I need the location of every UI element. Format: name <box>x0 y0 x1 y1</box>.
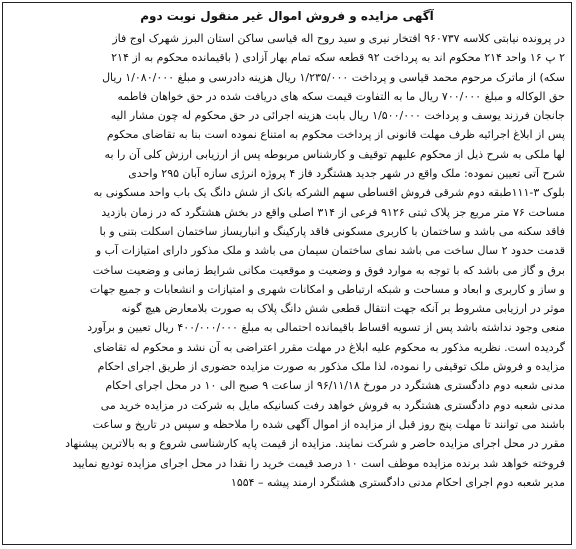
notice-title: آگهی مزایده و فروش اموال غیر منقول نوبت دوم <box>140 9 434 23</box>
notice-body <box>9 29 565 492</box>
notice-line: باشند می توانند تا مهلت پنج روز قبل از مزایده از اموال آگهی شده را ملاحظه و سپس در تاریخ و ساعت <box>92 417 565 431</box>
notice-line: لها ملکی به شرح ذیل از محکوم علیهم توقیف و کارشناس مربوطه پس از ارزیابی ارزش کلی آن را به <box>104 147 565 161</box>
notice-line: قدمت حدود ۲ سال ساخت می باشد نمای ساختمان سیمان می باشد و ملک مذکور دارای امتیازات آب و <box>95 244 565 258</box>
notice-line: سکه) از ماترک مرحوم محمد قیاسی و پرداخت ۱/۲۳۵/۰۰۰ ریال هزینه دادرسی و مبلغ ۱/۰۸۰/۰۰۰ ریال <box>102 70 565 84</box>
notice-line: فروخته خواهد شد برنده مزایده موظف است ۱۰ درصد قیمت خرید را نقدا در محل اجرای مزایده تودیع نمایید <box>72 456 565 470</box>
notice-line: مدنی شعبه دوم دادگستری هشتگرد به فروش خواهد رفت کسانیکه مایل به شرکت در مزایده خرید می <box>100 398 565 412</box>
notice-signature: مدیر شعبه دوم اجرای احکام مدنی دادگستری هشتگرد ارمند پیشه – ۱۵۵۴ <box>230 475 565 489</box>
notice-line: پس از ابلاغ اجرائیه ظرف مهلت قانونی از پرداخت محکوم به امتناع نموده است بنا به تقاضای محکوم <box>106 128 565 142</box>
notice-line: مقرر در محل اجرای مزایده حاضر و شرکت نمایند. مزایده از قیمت پایه کارشناسی شروع و به بالاترین پیشنهاد <box>65 437 565 451</box>
notice-line: منعی وجود نداشته باشد پس از تسویه اقساط باقیمانده احتمالی به مبلغ ۴۰۰/۰۰۰/۰۰۰ ریال تعیین و برآورد <box>87 321 565 335</box>
notice-line: مزایده و فروش ملک توقیفی را نموده، لذا ملک مذکور به صورت مزایده حضوری از طریق اجرای احکام <box>97 360 565 374</box>
notice-line: برق و گاز می باشد که با توجه به موارد فوق و وضعیت و موقعیت مکانی شرایط زمانی و وضعیت ساخت <box>92 263 565 277</box>
notice-line: ۲ پ ۱۶ واحد ۲۱۴ محکوم اند به پرداخت ۹۲ قطعه سکه تمام بهار آزادی ( باقیمانده محکوم به از ۲۱۴ <box>111 51 565 65</box>
notice-line: مساحت ۷۶ متر مربع جز پلاک ثبتی ۹۱۲۶ فرعی از ۳۱۴ اصلی واقع در بخش هشتگرد که در زمان بازدید <box>101 205 565 219</box>
notice-line: فاقد سکنه می باشد و ساختمان با کاربری مسکونی فاقد پارکینگ و انباریساز ساختمان اسکلت بتنی و با <box>99 224 565 238</box>
notice-line: در پرونده نیابتی کلاسه ۹۶۰۷۳۷ افتخار نیری و سید روح اله قیاسی ساکن استان البرز شهرک اوج فاز <box>112 32 565 45</box>
notice-line: گردیده است. نظریه مذکور به محکوم علیه ابلاغ در مهلت مقرر اعتراضی به آن نشد و محکوم له تقاضای <box>93 340 565 354</box>
auction-notice <box>2 2 572 545</box>
notice-line: بلوک ۳-۱۱۱طبقه دوم شرقی فروش اقساطی سهم الشرکه بانک از شش دانگ یک باب واحد مسکونی به <box>93 186 565 200</box>
notice-line: موثر در ارزیابی مشروط بر آنکه جهت انتقال قطعی شش دانگ پلاک به صورت بلامعارض هیچ گونه <box>121 302 565 316</box>
notice-line: جانجان فرزند یوسف و پرداخت ۱/۵۰۰/۰۰۰ ریال بابت هزینه اجرائی در حق محکوم له چون مشار الیه <box>110 109 565 123</box>
notice-line: حق الوکاله و مبلغ ۷۰۰/۰۰۰ ریال ما به التفاوت قیمت سکه های دریافت شده در حق خواهان فاطمه <box>117 89 565 103</box>
notice-line: مدنی شعبه دوم دادگستری هشتگرد در مورخ ۹۶/۱۱/۱۸ از ساعت ۹ صبح الی ۱۰ در محل اجرای احکام <box>105 379 565 393</box>
notice-line: و ساز و کاربری و ابعاد و مساحت و شبکه ارتباطی و امکانات شهری و امتیازات و انشعابات و جمیع جهات <box>89 282 565 296</box>
notice-line: شرح آتی تعیین نموده: ملک واقع در شهر جدید هشتگرد فاز ۴ پروژه انرژی سازه آبان ۲۹۵ واحدی <box>128 167 565 181</box>
